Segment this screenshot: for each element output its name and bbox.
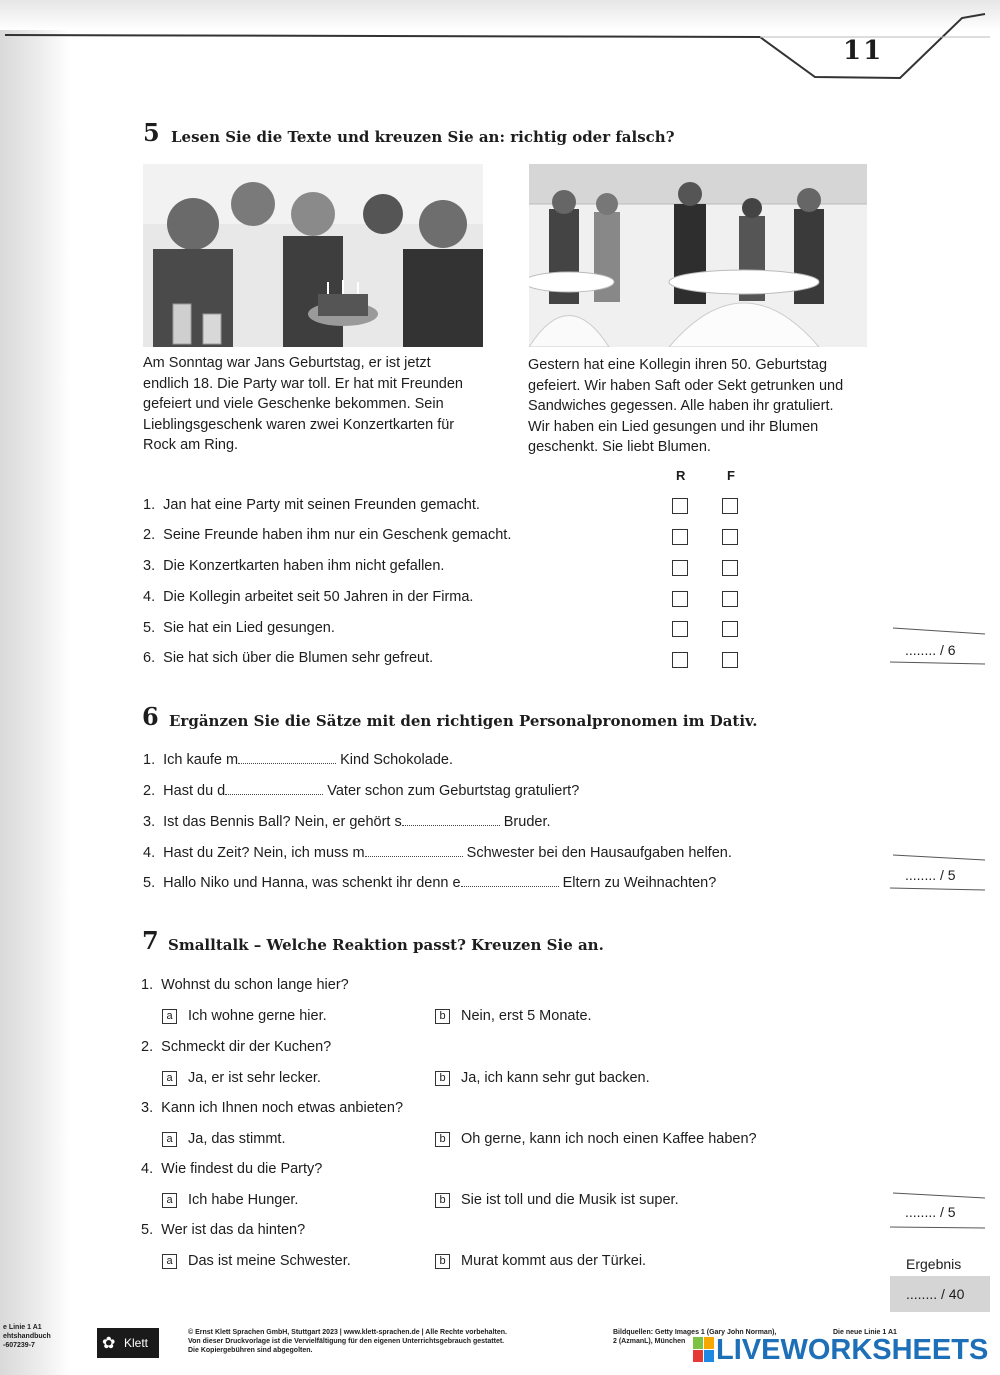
- copyright-line: Von dieser Druckvorlage ist die Vervielfältigung für den eigenen Unterrichtsgebrauch gestattet.: [188, 1338, 505, 1345]
- ex6-item: [143, 845, 732, 861]
- text-right-paragraph: [528, 355, 888, 458]
- ex7-question: [141, 1161, 322, 1177]
- item-suffix: Kind Schokolade.: [340, 752, 453, 768]
- option-b-text: Sie ist toll und die Musik ist super.: [461, 1192, 679, 1208]
- ex7-question: [141, 1222, 305, 1238]
- gap-input-3[interactable]: [402, 825, 500, 826]
- score-ex6: ........ / 5: [905, 867, 956, 883]
- item-number: 2.: [143, 527, 156, 543]
- item-number: 5.: [143, 875, 156, 891]
- exercise-5-title: Lesen Sie die Texte und kreuzen Sie an: richtig oder falsch?: [171, 128, 675, 146]
- text-right-line: Sandwiches gegessen. Alle haben ihr gratuliert.: [528, 398, 834, 414]
- item-number: 3.: [143, 814, 156, 830]
- item-text: Seine Freunde haben ihm nur ein Geschenk gemacht.: [163, 527, 512, 543]
- gap-input-4[interactable]: [365, 856, 463, 857]
- page-edge-shadow: [0, 0, 70, 1375]
- text-right-line: Wir haben ein Lied gesungen und ihr Blumen: [528, 418, 819, 435]
- exercise-6-title: Ergänzen Sie die Sätze mit den richtigen Personalpronomen im Dativ.: [169, 712, 758, 730]
- text-left-line: gefeiert und viele Geschenke bekommen. Sein: [143, 396, 444, 412]
- option-a-text: Ja, er ist sehr lecker.: [188, 1070, 321, 1086]
- result-label: Ergebnis: [906, 1256, 962, 1272]
- column-r-label: R: [676, 468, 686, 483]
- item-number: 4.: [143, 589, 156, 605]
- liveworksheets-logo-icon: [693, 1337, 715, 1363]
- ex6-item: [143, 814, 551, 830]
- option-a-text: Das ist meine Schwester.: [188, 1253, 351, 1269]
- checkbox-r-3[interactable]: [672, 560, 688, 576]
- checkbox-f-5[interactable]: [722, 621, 738, 637]
- checkbox-r-5[interactable]: [672, 621, 688, 637]
- option-b-text: Nein, erst 5 Monate.: [461, 1008, 592, 1024]
- text-left-line: Am Sonntag war Jans Geburtstag, er ist jetzt: [143, 355, 431, 371]
- option-a-box[interactable]: a: [162, 1193, 177, 1208]
- ex5-item: [143, 620, 335, 636]
- item-number: 3.: [143, 558, 156, 574]
- photo-office-party: [529, 164, 867, 347]
- item-number: 4.: [141, 1161, 154, 1177]
- option-b-box[interactable]: b: [435, 1254, 450, 1269]
- ex5-item: [143, 558, 444, 574]
- option-a-text: Ja, das stimmt.: [188, 1131, 286, 1147]
- klett-logo: [97, 1328, 159, 1358]
- option-b-text: Oh gerne, kann ich noch einen Kaffee haben?: [461, 1131, 757, 1147]
- text-left-line: Lieblingsgeschenk waren zwei Konzertkarten für: [143, 416, 455, 433]
- item-number: 1.: [143, 497, 156, 513]
- option-b-box[interactable]: b: [435, 1071, 450, 1086]
- item-number: 5.: [141, 1222, 154, 1238]
- option-b-box[interactable]: b: [435, 1009, 450, 1024]
- gap-input-5[interactable]: [461, 886, 559, 887]
- option-b-box[interactable]: b: [435, 1132, 450, 1147]
- photo-birthday-party: [143, 164, 483, 347]
- item-prefix: Ich kaufe m: [163, 752, 239, 768]
- footer-left-line: e Linie 1 A1: [3, 1324, 42, 1331]
- score-ex5: ........ / 6: [905, 642, 956, 658]
- option-a-box[interactable]: a: [162, 1132, 177, 1147]
- checkbox-f-4[interactable]: [722, 591, 738, 607]
- item-number: 2.: [141, 1039, 154, 1055]
- item-text: Sie hat sich über die Blumen sehr gefreut.: [163, 650, 434, 666]
- item-prefix: Ist das Bennis Ball? Nein, er gehört s: [163, 814, 402, 830]
- column-f-label: F: [727, 468, 735, 483]
- item-text: Sie hat ein Lied gesungen.: [163, 620, 335, 636]
- item-number: 3.: [141, 1100, 154, 1116]
- liveworksheets-watermark: LIVEWORKSHEETS: [716, 1334, 989, 1366]
- option-a-box[interactable]: a: [162, 1009, 177, 1024]
- item-text: Die Konzertkarten haben ihm nicht gefallen.: [163, 558, 445, 574]
- ex5-item: [143, 589, 473, 605]
- item-prefix: Hast du d: [163, 783, 226, 799]
- footer-left-line: ehtshandbuch: [3, 1333, 51, 1340]
- footer-right-info: Die neue Linie 1 A1: [833, 1329, 897, 1336]
- ex5-item: [143, 527, 511, 543]
- exercise-5-number: 5: [143, 118, 160, 147]
- footer-left-line: -607239-7: [3, 1342, 35, 1349]
- ex7-question: [141, 977, 349, 993]
- footer-copyright: [188, 1328, 588, 1355]
- checkbox-r-6[interactable]: [672, 652, 688, 668]
- text-left-line: endlich 18. Die Party war toll. Er hat mit Freunden: [143, 375, 463, 392]
- text-right-line: geschenkt. Sie liebt Blumen.: [528, 439, 711, 455]
- page-number: 11: [843, 36, 884, 66]
- checkbox-r-4[interactable]: [672, 591, 688, 607]
- checkbox-r-2[interactable]: [672, 529, 688, 545]
- item-number: 1.: [141, 977, 154, 993]
- exercise-7-number: 7: [142, 926, 159, 955]
- result-score: ........ / 40: [906, 1286, 965, 1302]
- item-text: Die Kollegin arbeitet seit 50 Jahren in der Firma.: [163, 589, 474, 605]
- score-ex7: ........ / 5: [905, 1204, 956, 1220]
- ex5-item: [143, 650, 433, 666]
- ex5-item: [143, 497, 480, 513]
- klett-logo-icon: ✿: [102, 1335, 116, 1352]
- gap-input-1[interactable]: [238, 763, 336, 764]
- question-text: Wer ist das da hinten?: [161, 1222, 306, 1238]
- text-left-line: Rock am Ring.: [143, 437, 239, 453]
- item-prefix: Hallo Niko und Hanna, was schenkt ihr denn e: [163, 875, 461, 891]
- option-b-text: Ja, ich kann sehr gut backen.: [461, 1070, 650, 1086]
- question-text: Schmeckt dir der Kuchen?: [161, 1039, 332, 1055]
- option-a-text: Ich wohne gerne hier.: [188, 1008, 327, 1024]
- item-number: 6.: [143, 650, 156, 666]
- gap-input-2[interactable]: [225, 794, 323, 795]
- item-suffix: Schwester bei den Hausaufgaben helfen.: [466, 845, 732, 861]
- ex7-question: [141, 1039, 331, 1055]
- footer-left-info: [3, 1323, 51, 1350]
- exercise-6-number: 6: [142, 702, 159, 731]
- option-a-box[interactable]: a: [162, 1071, 177, 1086]
- checkbox-f-1[interactable]: [722, 498, 738, 514]
- item-suffix: Bruder.: [503, 814, 551, 830]
- credits-line: Bildquellen: Getty Images 1 (Gary John Norman),: [613, 1329, 777, 1336]
- checkbox-f-2[interactable]: [722, 529, 738, 545]
- item-number: 4.: [143, 845, 156, 861]
- item-prefix: Hast du Zeit? Nein, ich muss m: [163, 845, 365, 861]
- text-right-line: Gestern hat eine Kollegin ihren 50. Geburtstag: [528, 357, 828, 373]
- item-number: 1.: [143, 752, 156, 768]
- item-number: 5.: [143, 620, 156, 636]
- item-suffix: Eltern zu Weihnachten?: [562, 875, 717, 891]
- credits-line: 2 (AzmanL), München: [613, 1338, 686, 1345]
- checkbox-f-3[interactable]: [722, 560, 738, 576]
- option-a-text: Ich habe Hunger.: [188, 1192, 299, 1208]
- item-number: 2.: [143, 783, 156, 799]
- checkbox-f-6[interactable]: [722, 652, 738, 668]
- copyright-line: Die Kopiergebühren sind abgegolten.: [188, 1347, 313, 1354]
- option-a-box[interactable]: a: [162, 1254, 177, 1269]
- option-b-box[interactable]: b: [435, 1193, 450, 1208]
- checkbox-r-1[interactable]: [672, 498, 688, 514]
- klett-logo-text: Klett: [124, 1336, 149, 1350]
- item-suffix: Vater schon zum Geburtstag gratuliert?: [327, 783, 580, 799]
- option-b-text: Murat kommt aus der Türkei.: [461, 1253, 647, 1269]
- item-text: Jan hat eine Party mit seinen Freunden gemacht.: [163, 497, 480, 513]
- question-text: Wie findest du die Party?: [161, 1161, 323, 1177]
- ex6-item: [143, 783, 579, 799]
- copyright-line: © Ernst Klett Sprachen GmbH, Stuttgart 2023 | www.klett-sprachen.de | Alle Rechte vorbehalten.: [188, 1329, 507, 1336]
- ex6-item: [143, 875, 716, 891]
- exercise-7-title: Smalltalk – Welche Reaktion passt? Kreuzen Sie an.: [168, 936, 604, 954]
- ex6-item: [143, 752, 453, 768]
- text-right-line: gefeiert. Wir haben Saft oder Sekt getrunken und: [528, 377, 844, 394]
- ex7-question: [141, 1100, 403, 1116]
- text-left-paragraph: [143, 353, 513, 456]
- question-text: Kann ich Ihnen noch etwas anbieten?: [161, 1100, 404, 1116]
- question-text: Wohnst du schon lange hier?: [161, 977, 349, 993]
- result-box: [890, 1250, 990, 1312]
